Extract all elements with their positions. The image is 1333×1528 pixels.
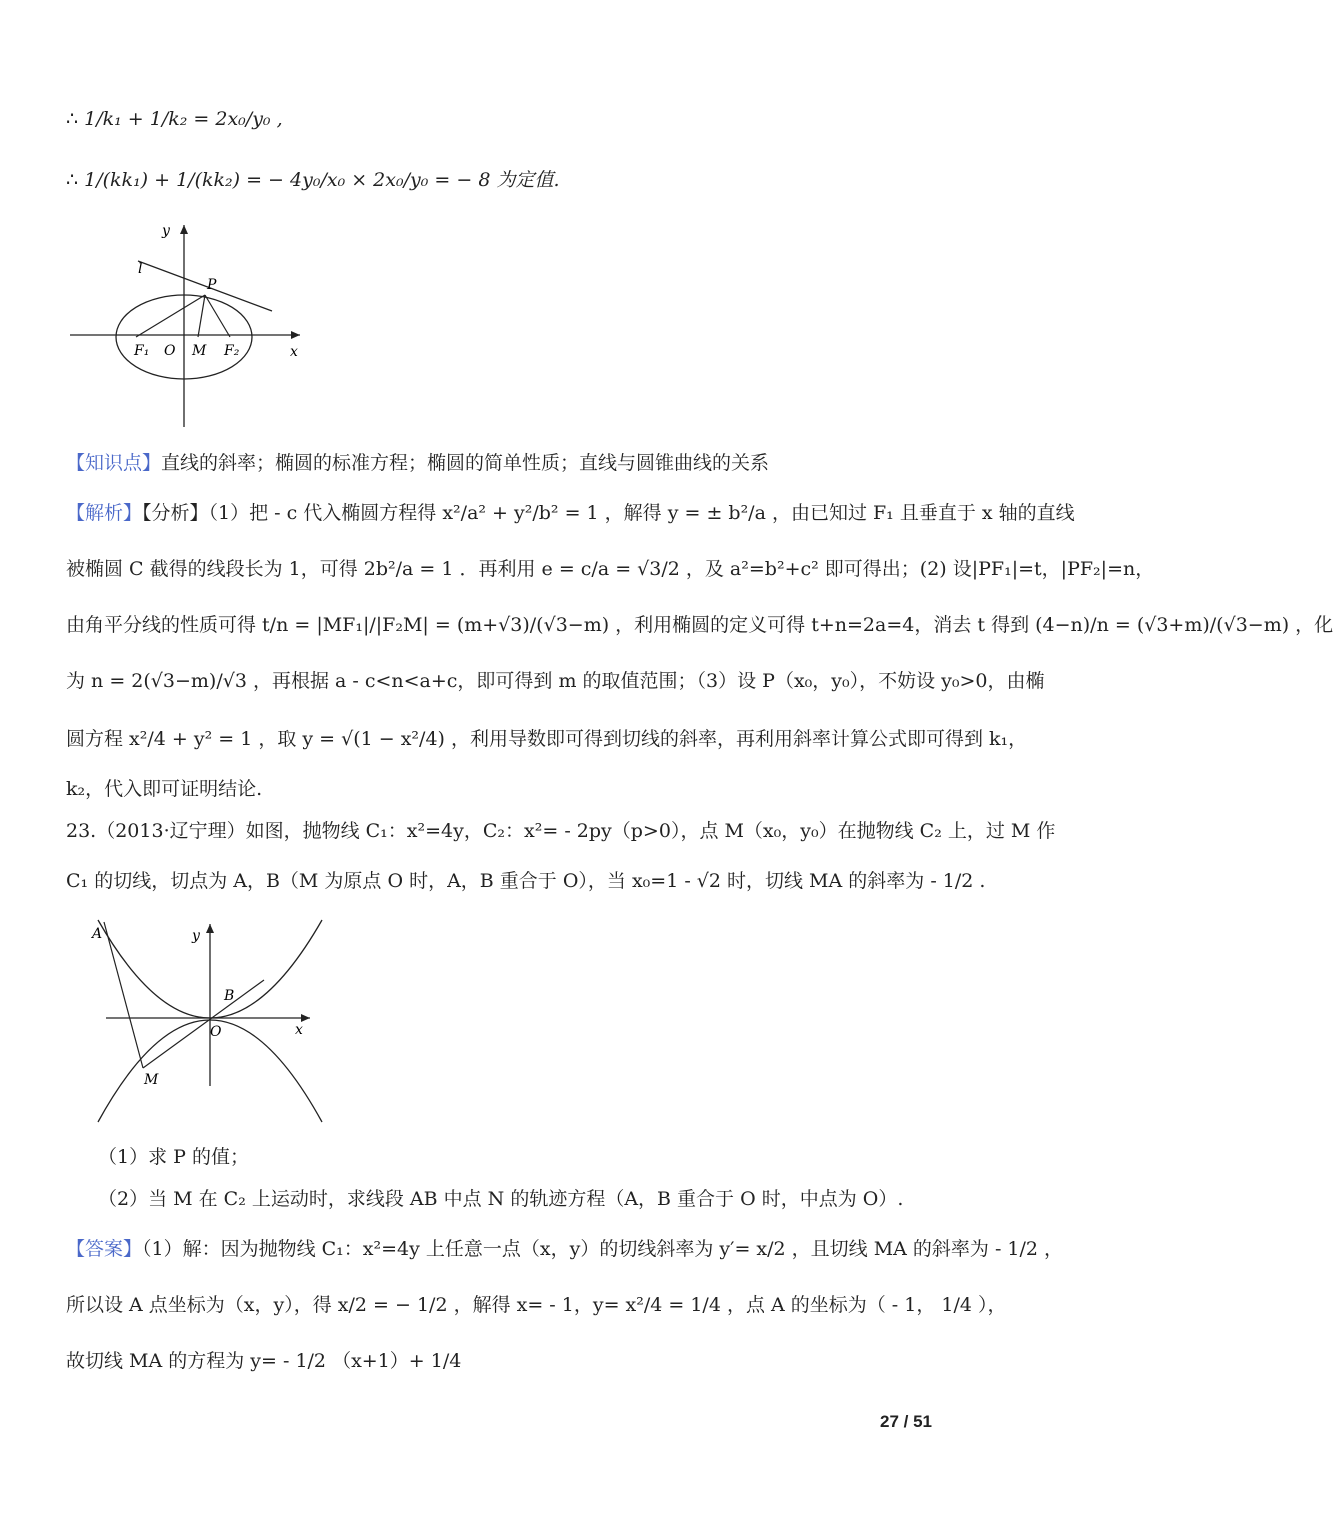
fig1-label-y: y <box>162 223 170 239</box>
question-23-line-2: C₁ 的切线，切点为 A，B（M 为原点 O 时，A，B 重合于 O），当 x₀=1 - √2 时，切线 MA 的斜率为 - 1/2 . <box>66 870 986 892</box>
analysis-line-5: 圆方程 x²/4 + y² = 1 ，取 y = √(1 − x²/4) ，利用导数即可得到切线的斜率，再利用斜率计算公式即可得到 k₁， <box>66 728 1028 750</box>
analysis-line-6: k₂，代入即可证明结论. <box>66 778 263 800</box>
fig2-label-o: O <box>210 1024 222 1040</box>
fig1-label-x: x <box>290 344 298 360</box>
fig2-label-b: B <box>224 988 235 1004</box>
fig2-label-y: y <box>192 928 200 944</box>
fig1-label-p: P <box>207 277 217 293</box>
fig2-label-m: M <box>144 1072 159 1088</box>
fig1-label-o: O <box>164 343 176 359</box>
analysis-line-4: 为 n = 2(√3−m)/√3 ，再根据 a - c<n<a+c，即可得到 m 的取值范围；（3）设 P（x₀，y₀），不妨设 y₀>0，由椭 <box>66 670 1045 692</box>
question-23-line-1: 23.（2013·辽宁理）如图，抛物线 C₁：x²=4y，C₂：x²= - 2py（p>0），点 M（x₀，y₀）在抛物线 C₂ 上，过 M 作 <box>66 820 1056 842</box>
parabola-figure <box>88 900 338 1132</box>
knowledge-points: 【知识点】直线的斜率；椭圆的标准方程；椭圆的简单性质；直线与圆锥曲线的关系 <box>66 452 770 474</box>
analysis-line-2: 被椭圆 C 截得的线段长为 1，可得 2b²/a = 1 ．再利用 e = c/a = √3/2 ，及 a²=b²+c² 即可得出；(2) 设|PF₁|=t，|PF₂|=n， <box>66 558 1155 580</box>
fig1-label-m: M <box>192 343 207 359</box>
fig1-label-f2: F₂ <box>224 343 240 359</box>
fig1-label-l: l <box>138 261 143 277</box>
answer-line-1: 【答案】（1）解：因为抛物线 C₁：x²=4y 上任意一点（x，y）的切线斜率为 y′= x/2 ，且切线 MA 的斜率为 - 1/2 ， <box>66 1238 1064 1260</box>
answer-line-2: 所以设 A 点坐标为（x，y），得 x/2 = − 1/2 ，解得 x= - 1，y= x²/4 = 1/4 ，点 A 的坐标为（ - 1， 1/4 ）， <box>66 1294 1007 1316</box>
ellipse-figure <box>60 215 320 435</box>
sub-question-2: （2）当 M 在 C₂ 上运动时，求线段 AB 中点 N 的轨迹方程（A，B 重合于 O 时，中点为 O）. <box>98 1188 904 1210</box>
fig2-label-x: x <box>295 1022 303 1038</box>
sub-question-1: （1）求 P 的值； <box>98 1146 249 1168</box>
answer-line-3: 故切线 MA 的方程为 y= - 1/2 （x+1）+ 1/4 <box>66 1350 462 1372</box>
fig1-label-f1: F₁ <box>134 343 150 359</box>
page-number: 27 / 51 <box>880 1412 932 1431</box>
analysis-line-1: 【解析】【分析】（1）把 - c 代入椭圆方程得 x²/a² + y²/b² = 1 ，解得 y = ± b²/a ，由已知过 F₁ 且垂直于 x 轴的直线 <box>66 502 1075 524</box>
fig2-label-a: A <box>92 926 103 942</box>
analysis-line-3: 由角平分线的性质可得 t/n = |MF₁|/|F₂M| = (m+√3)/(√3−m) ，利用椭圆的定义可得 t+n=2a=4，消去 t 得到 (4−n)/n = (√3+m)/(√3−m) ，化 <box>66 614 1333 636</box>
equation-1: ∴ 1/k₁ + 1/k₂ = 2x₀/y₀ , <box>66 108 283 130</box>
equation-2: ∴ 1/(kk₁) + 1/(kk₂) = − 4y₀/x₀ × 2x₀/y₀ = − 8 为定值. <box>66 169 560 191</box>
